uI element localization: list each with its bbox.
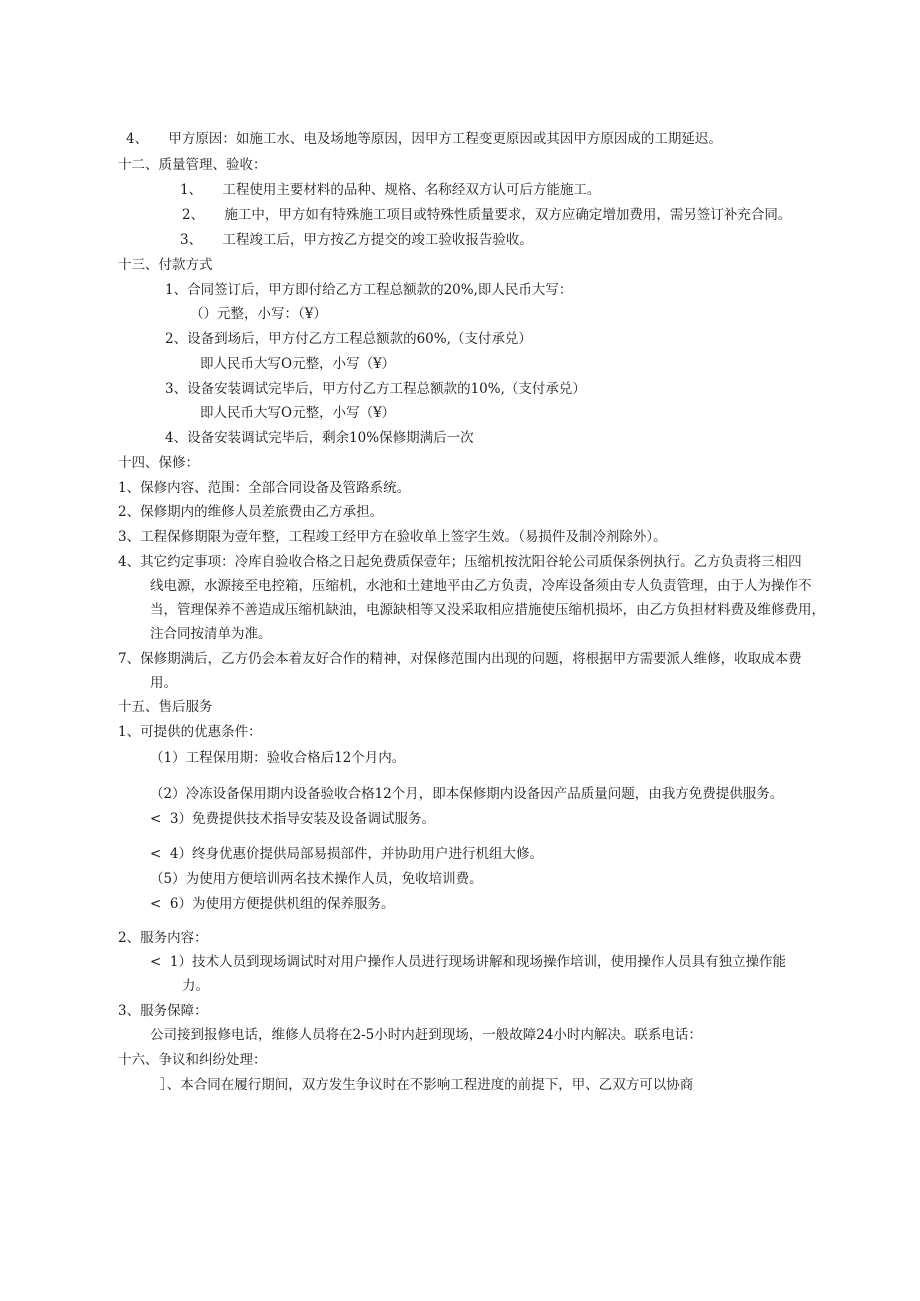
clause-15-item-2: 2、服务内容： [118,930,208,946]
clause-14-item-4-line-2: 线电源，水源接至电控箱，压缩机，水池和土建地平由乙方负责，冷库设备须由专人负责管理，由于人为操作不 [150,578,812,594]
benefit-6: < 6）为使用方便提供机组的保养服务。 [150,896,395,912]
benefit-5: （5）为使用方便培训两名技术操作人员，免收培训费。 [150,871,483,887]
clause-15-item-1: 1、可提供的优惠条件： [118,724,262,740]
clause-14-item-4-line-1: 4、其它约定事项：冷库自验收合格之日起免费质保壹年；压缩机按沈阳谷轮公司质保条例执行。乙方负责将三相四 [118,554,802,570]
clause-13-item-1: 1、合同签订后，甲方即付给乙方工程总额款的20%,即人民币大写： [165,282,573,298]
clause-14-item-4-line-3: 当，管理保养不善造成压缩机缺油，电源缺相等又没采取相应措施使压缩机损坏，由乙方负担材料费及维修费用， [150,602,825,618]
clause-14-item-7-line-2: 用。 [150,675,177,691]
clause-12-item-3: 3、 工程竣工后，甲方按乙方提交的竣工验收报告验收。 [180,232,533,248]
clause-13-item-2: 2、设备到场后，甲方付乙方工程总额款的60%,（支付承兑） [165,331,532,347]
section-15-heading: 十五、售后服务 [118,699,213,715]
clause-13-item-2-amount: 即人民币大写O元整，小写（¥） [200,356,396,372]
benefit-2: （2）冷冻设备保用期内设备验收合格12个月，即本保修期内设备因产品质量问题，由我方免费提供服务。 [150,786,784,802]
clause-16-item-1: ］、本合同在履行期间，双方发生争议时在不影响工程进度的前提下，甲、乙双方可以协商 [160,1077,694,1093]
section-16-heading: 十六、争议和纠纷处理： [118,1052,267,1068]
clause-14-item-3: 3、工程保修期限为壹年整，工程竣工经甲方在验收单上签字生效。（易损件及制冷剂除外）。 [118,529,667,545]
clause-13-item-1-amount: （）元整，小写：（¥） [190,306,327,322]
clause-14-item-1: 1、保修内容、范围：全部合同设备及管路系统。 [118,480,411,496]
section-14-heading: 十四、保修： [118,455,199,471]
clause-11-item-4: 4、 甲方原因：如施工水、电及场地等原因，因甲方工程变更原因或其因甲方原因成的工期延迟。 [126,131,722,147]
clause-14-item-7-line-1: 7、保修期满后，乙方仍会本着友好合作的精神，对保修范围内出现的问题，将根据甲方需要派人维修，收取成本费 [118,651,802,667]
clause-14-item-4-line-4: 注合同按清单为准。 [150,626,272,642]
clause-15-item-3: 3、服务保障： [118,1003,208,1019]
benefit-1: （1）工程保用期：验收合格后12个月内。 [150,750,406,766]
service-1-line-1: < 1）技术人员到现场调试时对用户操作人员进行现场讲解和现场操作培训，使用操作人员具有独立操作能 [150,954,786,970]
clause-13-item-3-amount: 即人民币大写O元整，小写（¥） [200,405,396,421]
benefit-4: < 4）终身优惠价提供局部易损部件，并协助用户进行机组大修。 [150,846,543,862]
clause-13-item-4: 4、设备安装调试完毕后，剩余10%保修期满后一次 [165,430,474,446]
service-1-line-2: 力。 [182,978,209,994]
clause-14-item-2: 2、保修期内的维修人员差旅费由乙方承担。 [118,504,384,520]
benefit-3: < 3）免费提供技术指导安装及设备调试服务。 [150,811,435,827]
clause-12-item-1: 1、 工程使用主要材料的品种、规格、名称经双方认可后方能施工。 [180,182,601,198]
clause-12-item-2: 2、 施工中，甲方如有特殊施工项目或特殊性质量要求，双方应确定增加费用，需另签订补充合同。 [182,207,792,223]
clause-13-item-3: 3、设备安装调试完毕后，甲方付乙方工程总额款的10%,（支付承兑） [165,381,586,397]
section-12-heading: 十二、质量管理、验收： [118,157,267,173]
section-13-heading: 十三、付款方式 [118,257,213,273]
service-guarantee: 公司接到报修电话，维修人员将在2-5小时内赶到现场，一般故障24小时内解决。联系电话： [150,1027,702,1043]
